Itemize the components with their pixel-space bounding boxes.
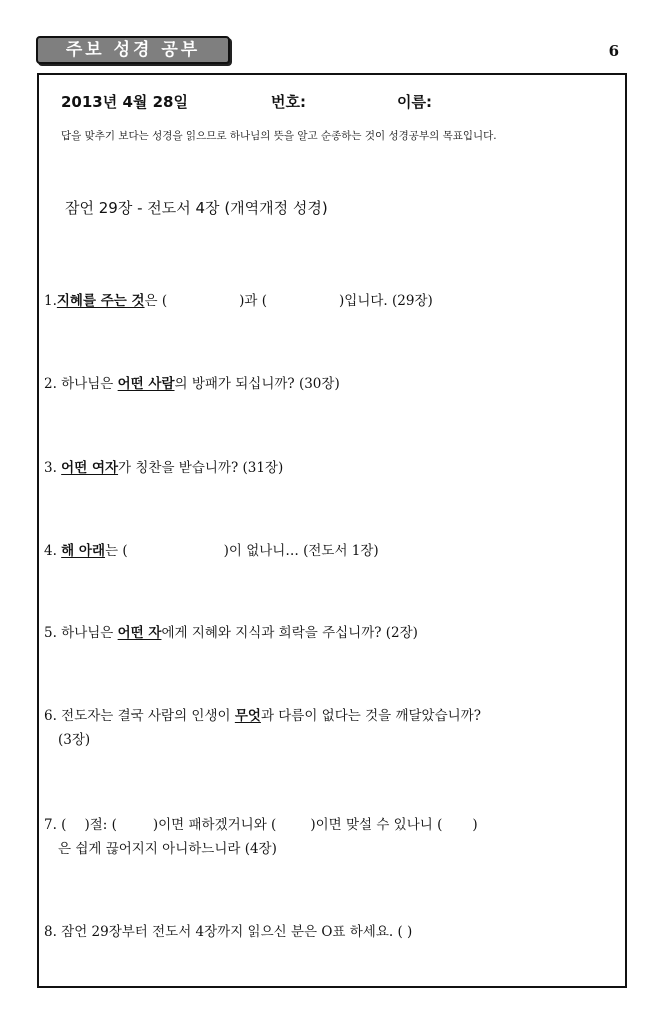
question-6: 6. 전도자는 결국 사람의 인생이 무엇과 다름이 없다는 것을 깨달았습니까? (3장)	[44, 708, 481, 748]
question-5: 5. 하나님은 어떤 자에게 지혜와 지식과 희락을 주십니까? (2장)	[44, 625, 418, 641]
question-1: 1.지혜를 주는 것은 ( )과 ( )입니다. (29장)	[44, 293, 433, 309]
question-8: 8. 잠언 29장부터 전도서 4장까지 읽으신 분은 O표 하세요. ( )	[44, 924, 413, 940]
date-field: 2013년 4월 28일	[61, 93, 188, 111]
question-2: 2. 하나님은 어떤 사람의 방패가 되십니까? (30장)	[44, 376, 340, 392]
page-number: 6	[608, 42, 619, 60]
reading-range-title: 잠언 29장 - 전도서 4장 (개역개정 성경)	[65, 199, 328, 217]
name-label: 이름:	[397, 93, 432, 111]
question-3: 3. 어떤 여자가 칭찬을 받습니까? (31장)	[44, 460, 284, 476]
question-7: 7. ( )절: ( )이면 패하겠거니와 ( )이면 맞설 수 있나니 ( ) 은 쉽게 끊어지지 아니하느니라 (4장)	[44, 817, 478, 857]
question-4: 4. 해 아래는 ( )이 없나니… (전도서 1장)	[44, 543, 379, 559]
intro-text: 답을 맞추기 보다는 성경을 읽으므로 하나님의 뜻을 알고 순종하는 것이 성경공부의 목표입니다.	[61, 130, 497, 142]
number-label: 번호:	[271, 93, 306, 111]
section-title-tab: 주보 성경 공부	[36, 36, 230, 64]
worksheet-frame	[37, 73, 627, 988]
